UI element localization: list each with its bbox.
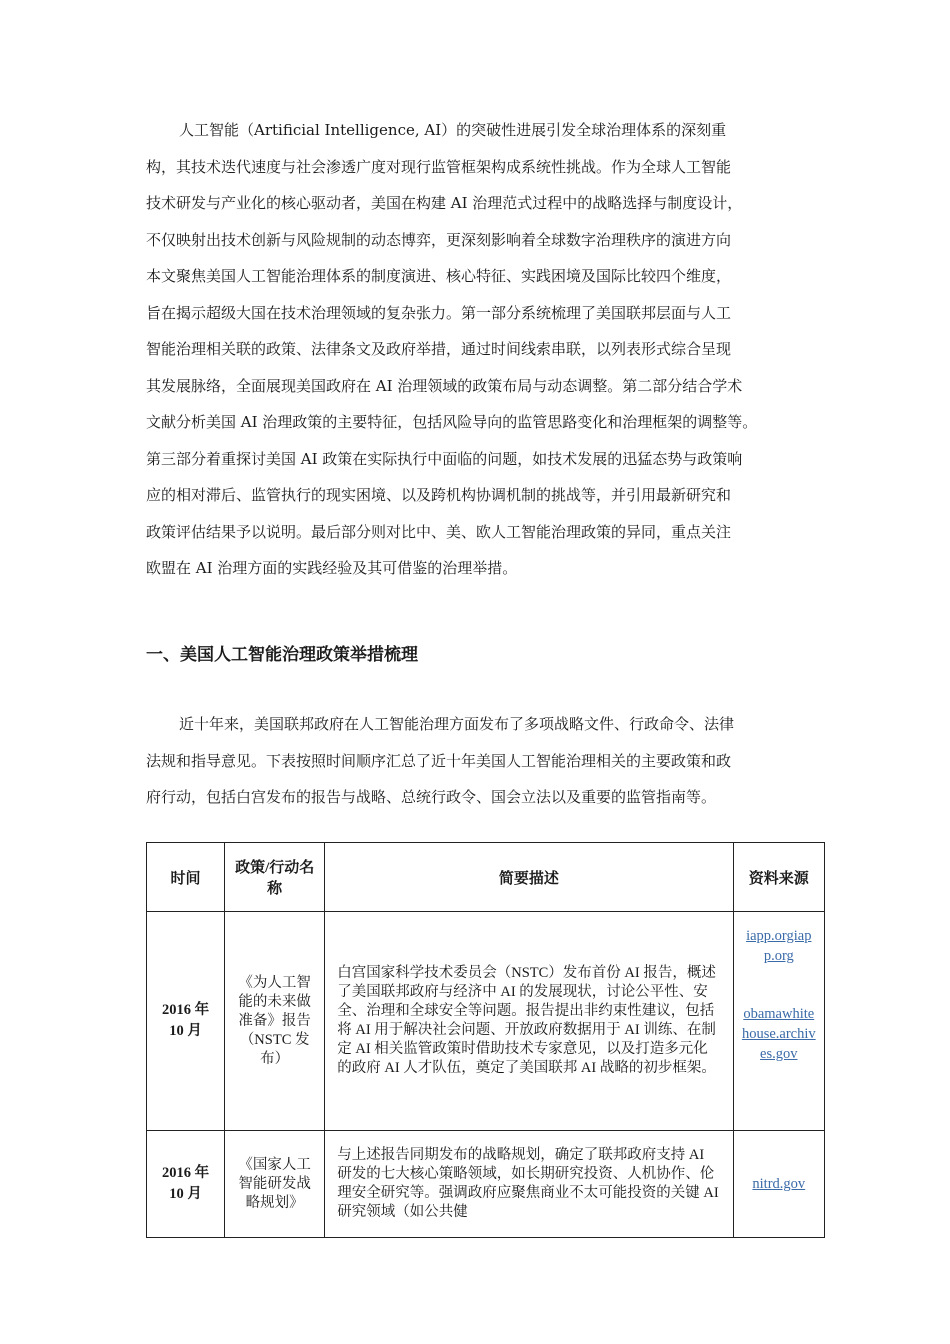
header-time: 时间	[147, 843, 225, 912]
source-link[interactable]: nitrd.gov	[752, 1176, 806, 1192]
text-line: 近十年来，美国联邦政府在人工智能治理方面发布了多项战略文件、行政命令、法律	[179, 715, 735, 733]
text-line: 构，其技术迭代速度与社会渗透广度对现行监管框架构成系统性挑战。作为全球人工智能	[146, 157, 732, 176]
text-line: 应的相对滞后、监管执行的现实困境、以及跨机构协调机制的挑战等，并引用最新研究和	[146, 486, 732, 504]
cell-desc: 白宫国家科学技术委员会（NSTC）发布首份 AI 报告，概述了美国联邦政府与经济中 AI 的发展现状，讨论公平性、安全、治理和全球安全等问题。报告提出非约束性建议，包括将 AI 用于解决社会问题、开放政府数据用于 AI 训练、在制定 AI 相关监管政策时借助技术专家意见，以及打造多元化的政府 AI 人才队伍，奠定了美国联邦 AI 战略的初步框架。	[325, 912, 733, 1131]
text-line: 人工智能（Artificial Intelligence, AI）的突破性进展引发全球治理体系的深刻重	[179, 121, 727, 139]
cell-name: 《国家人工智能研发战略规划》	[225, 1131, 325, 1238]
header-source: 资料来源	[733, 843, 824, 912]
text-line: 旨在揭示超级大国在技术治理领域的复杂张力。第一部分系统梳理了美国联邦层面与人工	[146, 303, 732, 322]
text-line: 技术研发与产业化的核心驱动者，美国在构建 AI 治理范式过程中的战略选择与制度设计，	[146, 194, 743, 212]
text-line: 智能治理相关联的政策、法律条文及政府举措，通过时间线索串联，以列表形式综合呈现	[146, 340, 732, 358]
cell-time: 2016 年 10 月	[147, 912, 225, 1131]
table-row	[147, 1131, 825, 1238]
intro-paragraph	[146, 112, 822, 587]
policy-table	[146, 842, 825, 1238]
table-header-row	[147, 843, 825, 912]
cell-desc: 与上述报告同期发布的战略规划，确定了联邦政府支持 AI 研发的七大核心策略领域，如长期研究投资、人机协作、伦理安全研究等。强调政府应聚焦商业不太可能投资的关键 AI 研究领域（如公共健	[325, 1131, 733, 1238]
cell-time: 2016 年 10 月	[147, 1131, 225, 1238]
text-line: 政策评估结果予以说明。最后部分则对比中、美、欧人工智能治理政策的异同，重点关注	[146, 522, 732, 541]
header-desc: 简要描述	[325, 843, 733, 912]
text-line: 其发展脉络，全面展现美国政府在 AI 治理领域的政策布局与动态调整。第二部分结合学术	[146, 376, 743, 395]
text-line: 欧盟在 AI 治理方面的实践经验及其可借鉴的治理举措。	[146, 559, 518, 577]
header-name: 政策/行动名称	[225, 843, 325, 912]
cell-name: 《为人工智能的未来做准备》报告（NSTC 发布）	[225, 912, 325, 1131]
section-paragraph	[146, 706, 822, 816]
source-link[interactable]: obamawhitehouse.archives.gov	[741, 1006, 816, 1062]
text-line: 本文聚焦美国人工智能治理体系的制度演进、核心特征、实践困境及国际比较四个维度，	[146, 267, 732, 285]
text-line: 法规和指导意见。下表按照时间顺序汇总了近十年美国人工智能治理相关的主要政策和政	[146, 751, 732, 770]
table-row	[147, 912, 825, 1131]
document-page	[146, 112, 822, 1220]
cell-source	[733, 1131, 824, 1238]
cell-source	[733, 912, 824, 1131]
source-link[interactable]: iapp.orgiapp.org	[746, 928, 812, 964]
text-line: 不仅映射出技术创新与风险规制的动态博弈，更深刻影响着全球数字治理秩序的演进方向	[146, 230, 732, 249]
section-heading: 一、美国人工智能治理政策举措梳理	[146, 645, 418, 665]
text-line: 第三部分着重探讨美国 AI 政策在实际执行中面临的问题，如技术发展的迅猛态势与政策响	[146, 449, 743, 468]
text-line: 府行动，包括白宫发布的报告与战略、总统行政令、国会立法以及重要的监管指南等。	[146, 788, 717, 806]
text-line: 文献分析美国 AI 治理政策的主要特征，包括风险导向的监管思路变化和治理框架的调整等。	[146, 413, 758, 431]
